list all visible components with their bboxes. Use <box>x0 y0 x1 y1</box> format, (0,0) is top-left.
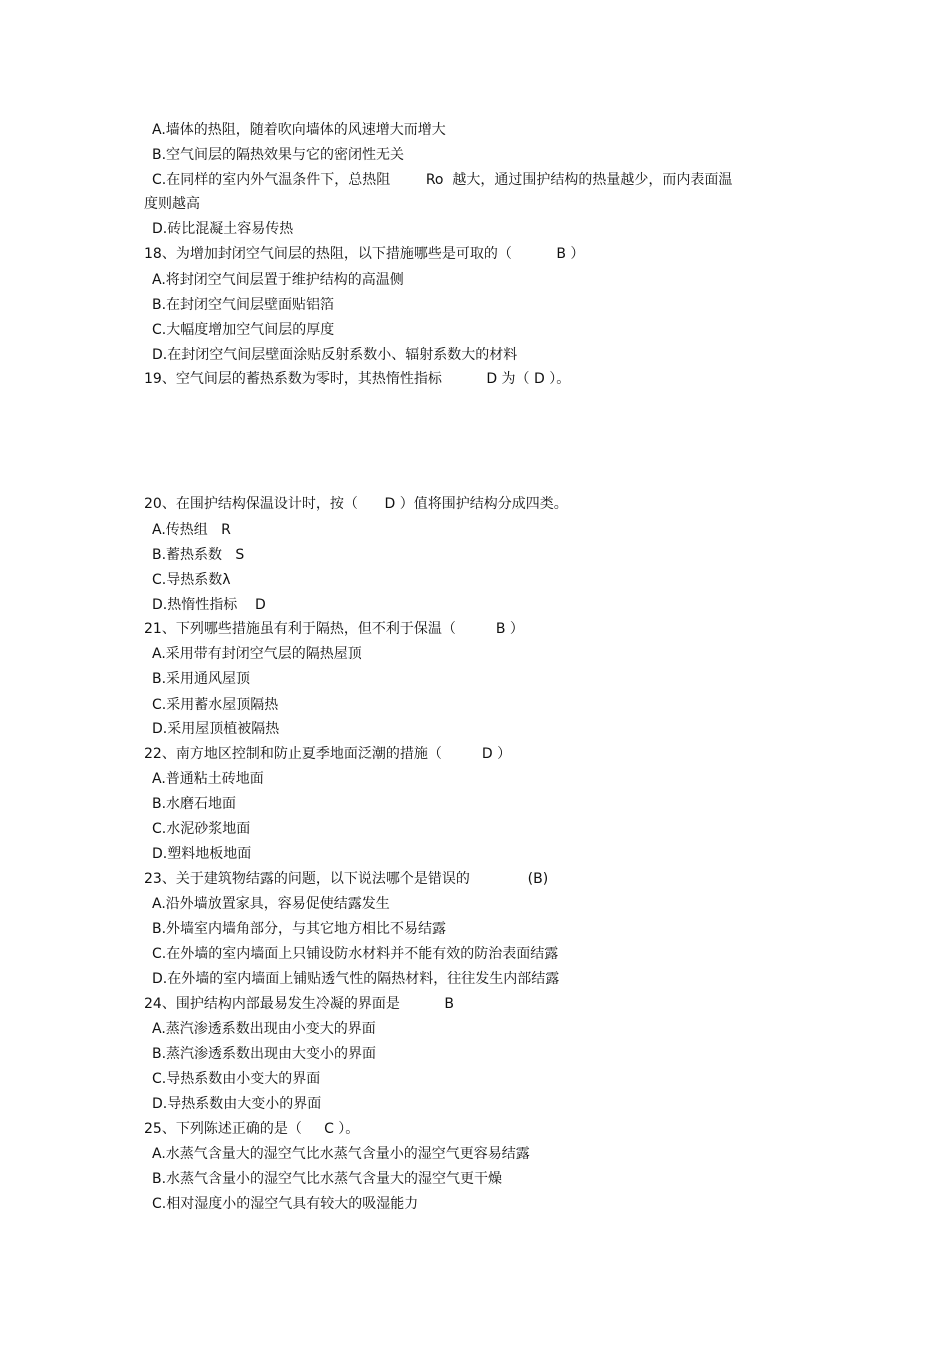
option-d-18: D.在封闭空气间层壁面涂贴反射系数小、辐射系数大的材料 <box>152 347 518 363</box>
option-b-25: B.水蒸气含量小的湿空气比水蒸气含量大的湿空气更干燥 <box>152 1171 503 1187</box>
question-20: 20、在围护结构保温设计时，按（ D ）值将围护结构分成四类。 <box>144 496 568 512</box>
option-c-17: C.在同样的室内外气温条件下，总热阻 Ro 越大，通过围护结构的热量越少，而内表面温 <box>152 172 733 188</box>
question-19: 19、空气间层的蓄热系数为零时，其热惰性指标 D 为（ D ）。 <box>144 371 571 387</box>
option-c-20: C.导热系数λ <box>152 572 231 588</box>
option-a-17: A.墙体的热阻，随着吹向墙体的风速增大而增大 <box>152 122 446 138</box>
option-a-22: A.普通粘土砖地面 <box>152 771 264 787</box>
option-c-24: C.导热系数由小变大的界面 <box>152 1071 321 1087</box>
option-a-21: A.采用带有封闭空气层的隔热屋顶 <box>152 646 362 662</box>
option-d-23: D.在外墙的室内墙面上铺贴透气性的隔热材料，往往发生内部结露 <box>152 971 560 987</box>
option-a-25: A.水蒸气含量大的湿空气比水蒸气含量小的湿空气更容易结露 <box>152 1146 530 1162</box>
option-b-20: B.蓄热系数 S <box>152 547 245 563</box>
question-23: 23、关于建筑物结露的问题，以下说法哪个是错误的 (B) <box>144 871 549 887</box>
option-d-17: D.砖比混凝土容易传热 <box>152 221 294 237</box>
option-c-17-continued: 度则越高 <box>144 196 200 212</box>
option-c-18: C.大幅度增加空气间层的厚度 <box>152 322 335 338</box>
question-25: 25、下列陈述正确的是（ C ）。 <box>144 1121 360 1137</box>
option-b-21: B.采用通风屋顶 <box>152 671 251 687</box>
option-c-25: C.相对湿度小的湿空气具有较大的吸湿能力 <box>152 1196 419 1212</box>
option-a-24: A.蒸汽渗透系数出现由小变大的界面 <box>152 1021 376 1037</box>
option-d-22: D.塑料地板地面 <box>152 846 252 862</box>
option-a-18: A.将封闭空气间层置于维护结构的高温侧 <box>152 272 404 288</box>
option-a-20: A.传热组 R <box>152 522 231 538</box>
option-c-21: C.采用蓄水屋顶隔热 <box>152 697 279 713</box>
question-24: 24、围护结构内部最易发生冷凝的界面是 B <box>144 996 454 1012</box>
option-b-23: B.外墙室内墙角部分，与其它地方相比不易结露 <box>152 921 447 937</box>
question-22: 22、南方地区控制和防止夏季地面泛潮的措施（ D ） <box>144 746 512 762</box>
question-21: 21、下列哪些措施虽有利于隔热，但不利于保温（ B ） <box>144 621 524 637</box>
option-c-23: C.在外墙的室内墙面上只铺设防水材料并不能有效的防治表面结露 <box>152 946 559 962</box>
option-b-17: B.空气间层的隔热效果与它的密闭性无关 <box>152 147 405 163</box>
question-18: 18、为增加封闭空气间层的热阻，以下措施哪些是可取的（ B ） <box>144 246 585 262</box>
option-a-23: A.沿外墙放置家具，容易促使结露发生 <box>152 896 390 912</box>
option-b-22: B.水磨石地面 <box>152 796 237 812</box>
option-b-24: B.蒸汽渗透系数出现由大变小的界面 <box>152 1046 377 1062</box>
option-d-24: D.导热系数由大变小的界面 <box>152 1096 322 1112</box>
option-b-18: B.在封闭空气间层壁面贴铝箔 <box>152 297 335 313</box>
option-d-20: D.热惰性指标 D <box>152 597 266 613</box>
option-d-21: D.采用屋顶植被隔热 <box>152 721 280 737</box>
option-c-22: C.水泥砂浆地面 <box>152 821 251 837</box>
